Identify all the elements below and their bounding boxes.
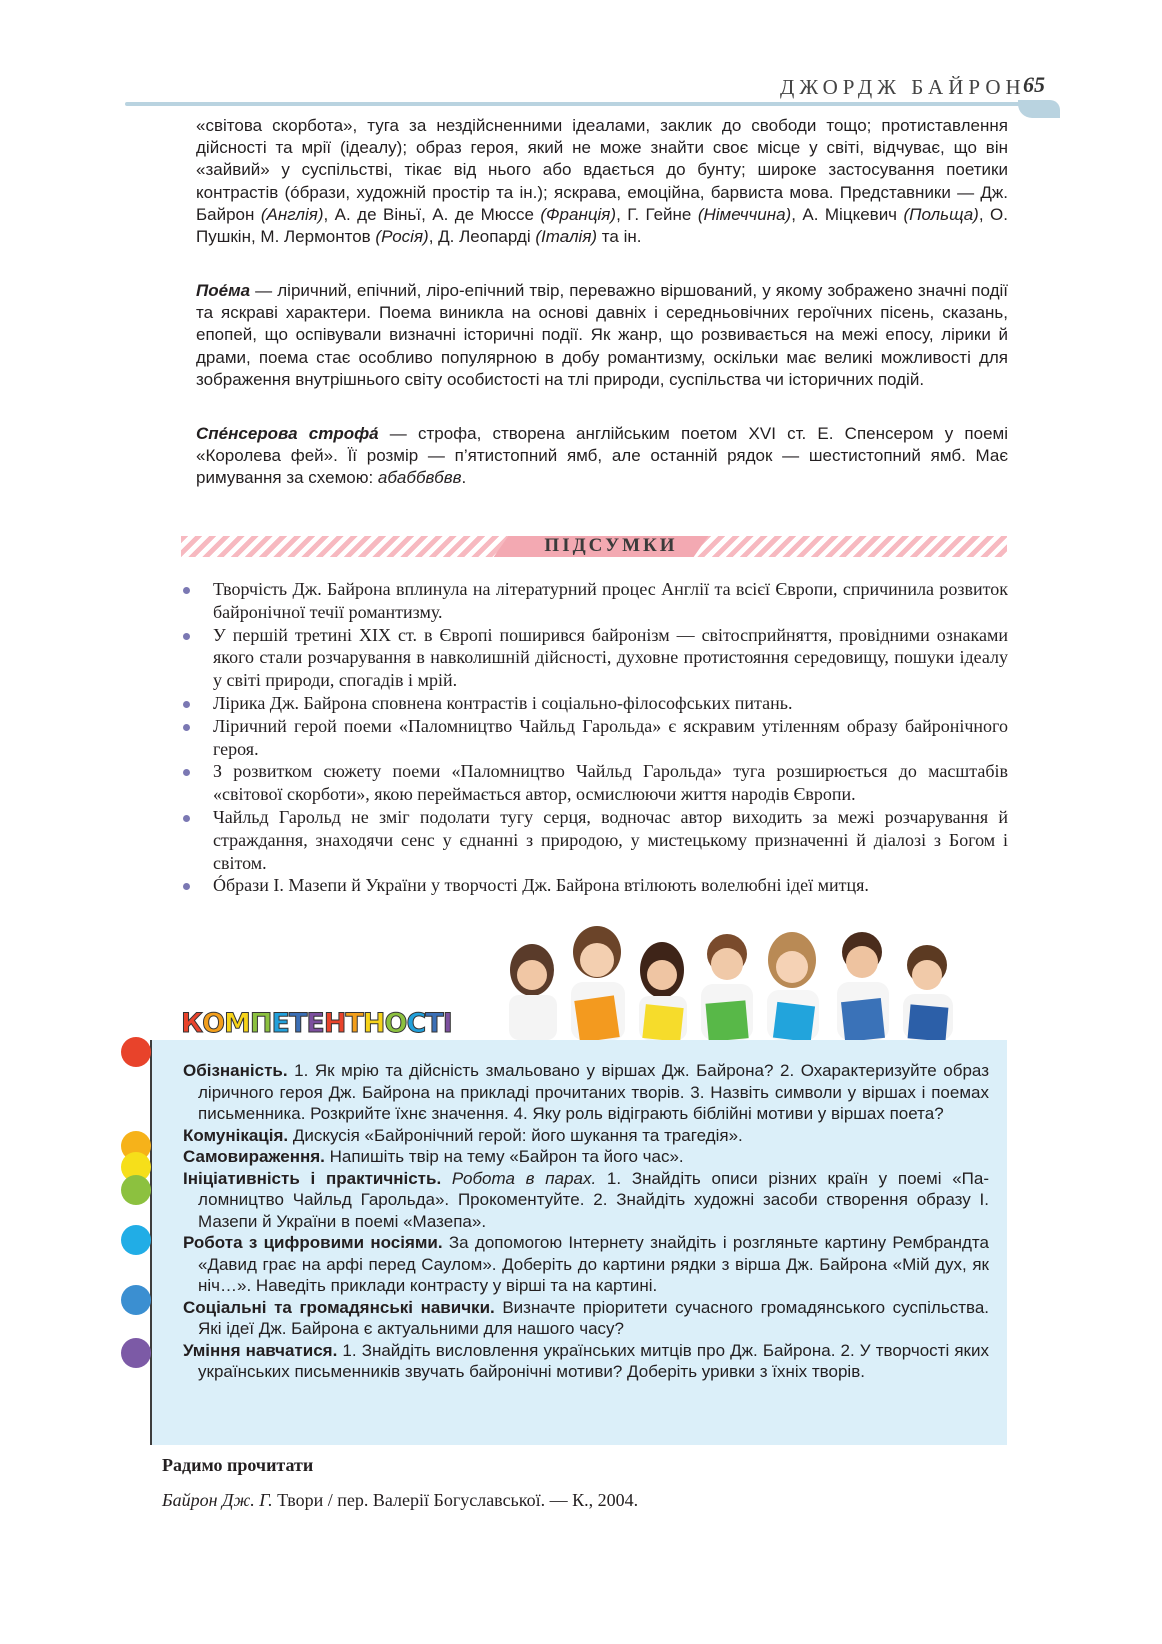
summary-title: ПІДСУМКИ <box>544 535 678 556</box>
bullet-icon <box>183 883 190 890</box>
competency-text: 1. Знайдіть висловлення українських митців про Дж. Байрона. 2. У творчості яких українських письменників звучать байронічні мотиви? Доберіть уривки з їхніх творів. <box>198 1340 989 1381</box>
competency-label: Ініціативність і практичність. <box>183 1168 442 1188</box>
competency-text: 1. Знайдіть описи різних країн у поемі «Паломництво Чайльд Гарольда». Прокоментуйте. 2. Знайдіть художні засоби створення образу І. Мазепи й України в поемі «Мазепа». <box>198 1168 990 1231</box>
competencies-title-letter: Т <box>345 1008 363 1039</box>
header-curl-ornament <box>1018 100 1060 118</box>
students-photo <box>487 920 967 1040</box>
obiznanist-circle <box>121 1037 151 1067</box>
spenser-definition <box>196 423 1008 490</box>
tsyfrovi-nosii-circle <box>121 1225 151 1255</box>
competency-label: Обізнаність. <box>183 1061 288 1080</box>
running-title: ДЖОРДЖ БАЙРОН <box>780 75 1026 99</box>
competency-item <box>183 1232 989 1297</box>
competencies-title-letter: І <box>442 1008 452 1039</box>
bullet-icon <box>183 633 190 640</box>
competencies-title-letter: Т <box>425 1008 443 1039</box>
competencies-title-letter: Т <box>288 1008 307 1039</box>
bullet-icon <box>183 701 190 708</box>
spenser-term: Спе́нсерова строфа́ <box>196 424 379 443</box>
poema-text: — ліричний, епічний, ліро-епічний твір, переважно віршований, у якому зображено значні події та яскраві характери. Поема виникла на основі давніх і середньовічних героїчних пісень, сказань, епопей, що оспівували визначні історичні події. Як жанр, що розвивається на межі епосу, лірики й драми, поема стає особливо популярною в добу романтизму, оскільки має великі можливості для зображення внутрішнього світу особистості на тлі природи, суспільства чи історичних подій. <box>196 281 1008 389</box>
initsiatyvnist-circle <box>121 1175 151 1205</box>
competencies-title-letter: П <box>249 1008 272 1039</box>
summary-item <box>180 874 1008 897</box>
summary-item <box>180 760 1008 806</box>
rhyme-scheme: абаббвбвв <box>377 468 462 488</box>
summary-item <box>180 806 1008 874</box>
bullet-icon <box>183 724 190 731</box>
reading-author: Байрон Дж. Г. <box>162 1490 273 1510</box>
text-run: . <box>461 468 467 488</box>
competency-label: Самовираження. <box>183 1147 325 1166</box>
page-header <box>0 0 1162 120</box>
bullet-icon <box>183 769 190 776</box>
competency-emphasis: Робота в парах. <box>441 1168 597 1188</box>
competency-item <box>183 1297 989 1340</box>
vminnia-navchatysia-circle <box>121 1338 151 1368</box>
summary-item <box>180 578 1008 624</box>
country-label: (Росія) <box>375 227 429 247</box>
summary-item <box>180 715 1008 761</box>
summary-banner <box>181 536 1007 557</box>
competencies-title-letter: М <box>224 1008 250 1039</box>
bullet-icon <box>183 815 190 822</box>
bullet-icon <box>183 587 190 594</box>
text-run: , Д. Леопарді <box>428 227 536 247</box>
header-rule <box>125 102 1025 106</box>
summary-item-text: Творчість Дж. Байрона вплинула на літературний процес Англії та всієї Європи, спричинила розвиток байронічної течії романтизму. <box>213 579 1008 622</box>
competencies-title-letter: О <box>384 1008 407 1039</box>
competencies-title-letter: Н <box>362 1008 385 1039</box>
competency-text: За допомогою Інтернету знайдіть і розгляньте картину Рембрандта «Давид грає на арфі перед Саулом». Доберіть до картини рядки з вірша Дж. Байрона «Мій дух, як ніч…». Наведіть приклади контрасту у вірші та на картині. <box>198 1233 989 1295</box>
summary-item-text: З розвитком сюжету поеми «Паломництво Чайльд Гарольда» туга розширюється до масштабів «світової скорботи», якою переймається автор, осмислюючи життя народів Європи. <box>213 761 1008 805</box>
country-label: (Німеччина) <box>697 204 792 224</box>
competency-text: 1. Як мрію та дійсність змальовано у віршах Дж. Байрона? 2. Охарактеризуйте образ ліричного героя Дж. Байрона на прикладі прочитаних творів. 3. Назвіть символи у віршах і поемах письменника. Розкрийте їхнє значення. 4. Яку роль відіграють біблійні мотиви у віршах поета? <box>198 1061 989 1123</box>
competency-text: Напишіть твір на тему «Байрон та його час». <box>324 1147 684 1166</box>
competency-item <box>183 1146 989 1168</box>
reading-item <box>162 1490 638 1511</box>
competency-label: Соціальні та громадянські навички. <box>183 1297 495 1317</box>
competency-text: Визначте пріоритети сучасного громадянського суспільства. Які ідеї Дж. Байрона є актуальними для нашого часу? <box>198 1297 990 1338</box>
poema-paragraph <box>196 280 1008 391</box>
poema-definition <box>196 280 1008 391</box>
country-label: (Італія) <box>535 227 598 247</box>
competency-label: Уміння навчатися. <box>183 1340 338 1360</box>
text-run: та ін. <box>597 227 642 247</box>
competencies-title-letter: Е <box>271 1008 289 1039</box>
summary-item-text: Лірика Дж. Байрона сповнена контрастів і соціально-філософських питань. <box>213 692 793 713</box>
summary-item <box>180 624 1008 692</box>
page-number: 65 <box>1023 72 1045 97</box>
competencies-title <box>181 1008 452 1039</box>
summary-item-text: У першій третині XIX ст. в Європі поширився байронізм — світосприйняття, провідними ознаками якого стали розчарування в навколишній дійсності, духовне протистояння середовищу, пошуки ідеалу у світі природи, спогадів і мрій. <box>213 624 1008 691</box>
romanticism-paragraph <box>196 115 1008 248</box>
reading-heading: Радимо прочитати <box>162 1455 314 1475</box>
competency-item <box>183 1168 989 1233</box>
competency-label: Комунікація. <box>183 1125 289 1145</box>
text-run: , О. Пушкін, М. Лермонтов <box>196 204 1008 247</box>
country-label: (Польща) <box>903 204 979 224</box>
country-label: (Англія) <box>260 204 324 224</box>
competencies-title-letter: Н <box>323 1008 346 1039</box>
text-run: , А. де Віньї, А. де Мюссе <box>323 204 541 224</box>
competency-item <box>183 1060 989 1125</box>
competencies-title-letter: К <box>181 1008 203 1039</box>
competency-item <box>183 1340 989 1383</box>
spenser-paragraph <box>196 423 1008 490</box>
poema-term: Пое́ма <box>196 281 251 300</box>
text-run: «світова скорбота», туга за нездійсненними ідеалами, заклик до свободи тощо; протиставлення дійсності та мрії (ідеалу); образ героя, який не може знайти своє місце у світі, відчуває, що він «зайвий» у суспільстві, тікає від нього або вдається до бунту; широке застосування поетики контрастів (óбрази, художній простір та ін.); яскрава, емоційна, барвиста мова. Представники — Дж. Байрон <box>196 116 1008 224</box>
text-run: , Г. Гейне <box>616 204 698 224</box>
competency-label: Робота з цифровими носіями. <box>183 1233 443 1252</box>
country-label: (Франція) <box>540 204 617 224</box>
competencies-title-letter: Е <box>306 1008 324 1039</box>
summary-item-text: Óбрази І. Мазепи й України у творчості Дж. Байрона втілюють волелюбні ідеї митця. <box>213 875 869 896</box>
romanticism-definition <box>196 115 1008 248</box>
competencies-title-letter: О <box>202 1008 225 1039</box>
competencies-list <box>183 1060 989 1383</box>
competency-text: Дискусія «Байронічний герой: його шукання та трагедія». <box>288 1125 743 1145</box>
text-run: , А. Міцкевич <box>791 204 904 224</box>
competency-item <box>183 1125 989 1147</box>
summary-item-text: Ліричний герой поеми «Паломництво Чайльд Гарольда» є яскравим утіленням образу байронічного героя. <box>213 715 1008 759</box>
spenser-text: — строфа, створена англійським поетом XVI ст. Е. Спенсером у поемі «Королева фей». Її розмір — п’ятистопний ямб, але останній рядок — шестистопний ямб. Має римування за схемою: <box>196 424 1008 488</box>
summary-item-text: Чайльд Гарольд не зміг подолати тугу серця, водночас автор виходить за межі розчарування й страждання, знаходячи сенс у єднанні з природою, у мистецькому призначенні й діалозі з Богом і світом. <box>213 806 1008 873</box>
summary-list <box>180 578 1008 897</box>
summary-item <box>180 692 1008 715</box>
reading-details: Твори / пер. Валерії Богуславської. — К., 2004. <box>272 1490 639 1510</box>
sotsialni-navychky-circle <box>121 1285 151 1315</box>
competencies-title-letter: С <box>406 1008 426 1039</box>
students-illustration <box>487 920 967 1040</box>
